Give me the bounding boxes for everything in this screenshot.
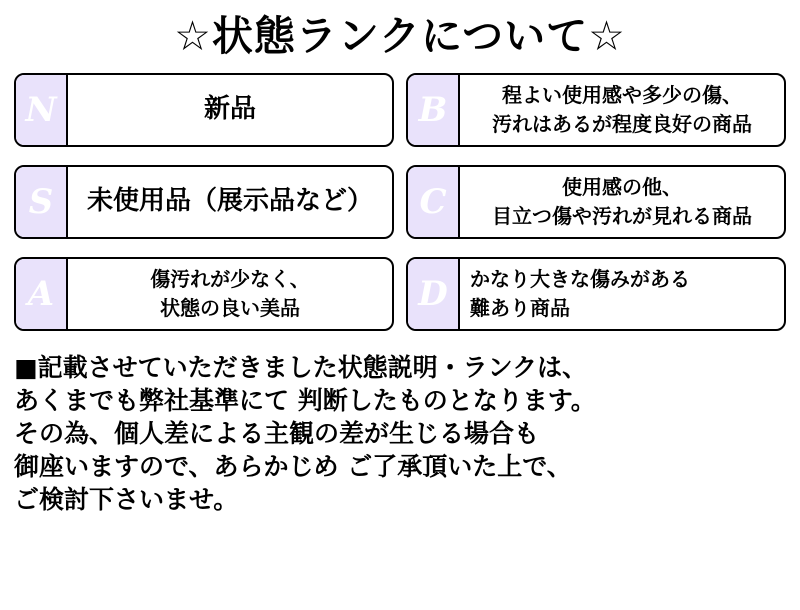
rank-description-d [460, 259, 784, 329]
rank-card-d [406, 257, 786, 331]
disclaimer-notes [0, 351, 800, 516]
rank-badge-s: S [16, 167, 68, 237]
rank-description-line: 難あり商品 [470, 296, 570, 321]
rank-card-s [14, 165, 394, 239]
rank-card-c [406, 165, 786, 239]
page-title: ☆状態ランクについて☆ [174, 12, 626, 60]
rank-description-line: 新品 [203, 94, 256, 125]
rank-card-a [14, 257, 394, 331]
disclaimer-line: 御座いますので、あらかじめ ご了承頂いた上で、 [14, 452, 572, 482]
rank-badge-d: D [408, 259, 460, 329]
disclaimer-line: ■記載させていただきました状態説明・ランクは、 [14, 353, 588, 383]
rank-badge-n: N [16, 75, 68, 145]
rank-description-line: 目立つ傷や汚れが見れる商品 [492, 204, 752, 229]
disclaimer-line: その為、個人差による主観の差が生じる場合も [14, 419, 540, 449]
rank-card-n [14, 73, 394, 147]
rank-description-line: 未使用品（展示品など） [86, 186, 373, 217]
rank-description-n [68, 75, 392, 145]
rank-description-c [460, 167, 784, 237]
rank-description-s [68, 167, 392, 237]
disclaimer-line: あくまでも弊社基準にて 判断したものとなります。 [14, 386, 596, 416]
rank-badge-a: A [16, 259, 68, 329]
rank-description-line: かなり大きな傷みがある [470, 267, 690, 292]
rank-description-line: 使用感の他、 [562, 175, 682, 200]
rank-description-line: 汚れはあるが程度良好の商品 [492, 112, 752, 137]
rank-description-line: 程よい使用感や多少の傷、 [502, 83, 742, 108]
disclaimer-line: ご検討下さいませ。 [14, 485, 239, 515]
rank-card-b [406, 73, 786, 147]
rank-description-line: 状態の良い美品 [160, 296, 300, 321]
rank-description-b [460, 75, 784, 145]
rank-badge-c: C [408, 167, 460, 237]
rank-badge-b: B [408, 75, 460, 145]
rank-description-line: 傷汚れが少なく、 [150, 267, 310, 292]
rank-card-grid [0, 73, 800, 331]
rank-description-a [68, 259, 392, 329]
